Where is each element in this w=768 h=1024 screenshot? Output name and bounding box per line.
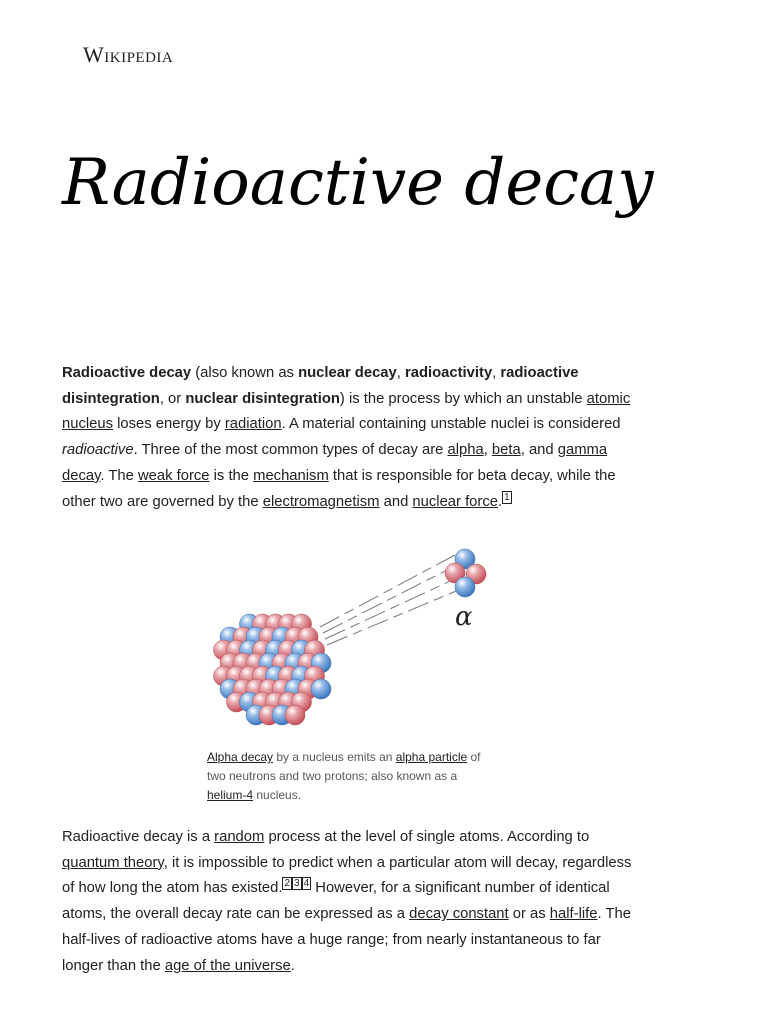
reference (502, 491, 512, 504)
text: that is responsible for beta decay, while the other two are governed by the (62, 467, 616, 510)
text: , (396, 365, 405, 381)
intro-paragraph (62, 361, 642, 515)
wikipedia-logo[interactable]: Wikipedia (83, 42, 174, 67)
bold-term: radioactive disintegration (62, 365, 579, 407)
emission-trails (320, 555, 461, 645)
link-radiation[interactable]: radiation (224, 416, 282, 433)
link-alpha[interactable]: alpha (447, 442, 484, 459)
text: However, for a significant number of identical atoms, the overall decay rate can be expressed as a (62, 880, 610, 923)
link-helium-4[interactable]: helium-4 (207, 788, 254, 802)
body-paragraph (62, 825, 642, 979)
text: Radioactive decay is a (62, 829, 215, 845)
bold-term: Radioactive decay (62, 365, 192, 381)
text: nucleus. (253, 788, 302, 802)
link-mechanism[interactable]: mechanism (253, 467, 329, 484)
reference-link[interactable]: 2 (284, 878, 291, 890)
reference-link[interactable]: 3 (294, 878, 300, 890)
link-atomic-nucleus[interactable]: atomic nucleus (62, 390, 631, 433)
trail-line (325, 577, 459, 639)
alpha-decay-diagram (205, 545, 495, 740)
text: loses energy by (113, 416, 225, 433)
neutron-sphere (455, 577, 475, 597)
text: and (379, 493, 413, 510)
text: or as (508, 906, 550, 923)
text: . (290, 957, 295, 974)
page-title: Radioactive decay (62, 146, 654, 220)
text: process at the level of single atoms. According to (264, 829, 590, 845)
text: , (483, 442, 492, 459)
text: . (497, 493, 503, 510)
link-alpha-particle[interactable]: alpha particle (395, 750, 468, 764)
link-alpha-decay[interactable]: Alpha decay (207, 750, 274, 764)
alpha-decay-figure[interactable] (205, 545, 495, 740)
neutron-sphere (311, 679, 331, 699)
alpha-symbol: α (455, 602, 473, 632)
reference-link[interactable]: 4 (303, 878, 310, 890)
link-age-of-the-universe[interactable]: age of the universe (164, 957, 291, 974)
text: . Three of the most common types of decay are (133, 442, 448, 459)
text: . The half-lives of radioactive atoms have a huge range; from nearly instantaneous to far longer than the (62, 906, 631, 974)
proton-sphere (285, 705, 305, 725)
link-decay-constant[interactable]: decay constant (409, 906, 509, 923)
bold-term: nuclear decay (298, 365, 397, 381)
link-random[interactable]: random (214, 829, 265, 845)
reference-link[interactable]: 1 (504, 491, 510, 503)
link-quantum-theory[interactable]: quantum theory (62, 854, 164, 871)
text: of two neutrons and two protons; also known as a (207, 750, 481, 783)
text: is the (209, 467, 254, 484)
link-half-life[interactable]: half-life (549, 906, 598, 923)
text: . The (100, 467, 138, 484)
bold-term: nuclear disintegration (185, 390, 340, 407)
text: , it is impossible to predict when a particular atom will decay, regardless of how long the atom has existed. (62, 854, 632, 897)
italic-term: radioactive (62, 442, 134, 459)
text: , or (159, 390, 186, 407)
link-gamma-decay[interactable]: gamma decay (62, 442, 608, 484)
link-beta[interactable]: beta (491, 442, 521, 459)
text: , and (520, 442, 558, 459)
parent-nucleus (214, 614, 332, 725)
link-nuclear-force[interactable]: nuclear force (412, 493, 498, 510)
text: . A material containing unstable nuclei is considered (281, 416, 621, 433)
text: (also known as (191, 365, 299, 381)
reference (292, 877, 302, 890)
bold-term: radioactivity (405, 365, 493, 381)
figure-caption (207, 748, 497, 805)
alpha-particle (445, 549, 486, 597)
text: ) is the process by which an unstable (339, 390, 587, 407)
reference (302, 877, 312, 890)
text: by a nucleus emits an (273, 750, 396, 764)
link-electromagnetism[interactable]: electromagnetism (262, 493, 380, 510)
trail-line (320, 555, 455, 627)
reference (282, 877, 292, 890)
text: , (492, 365, 501, 381)
link-weak-force[interactable]: weak force (137, 467, 210, 484)
